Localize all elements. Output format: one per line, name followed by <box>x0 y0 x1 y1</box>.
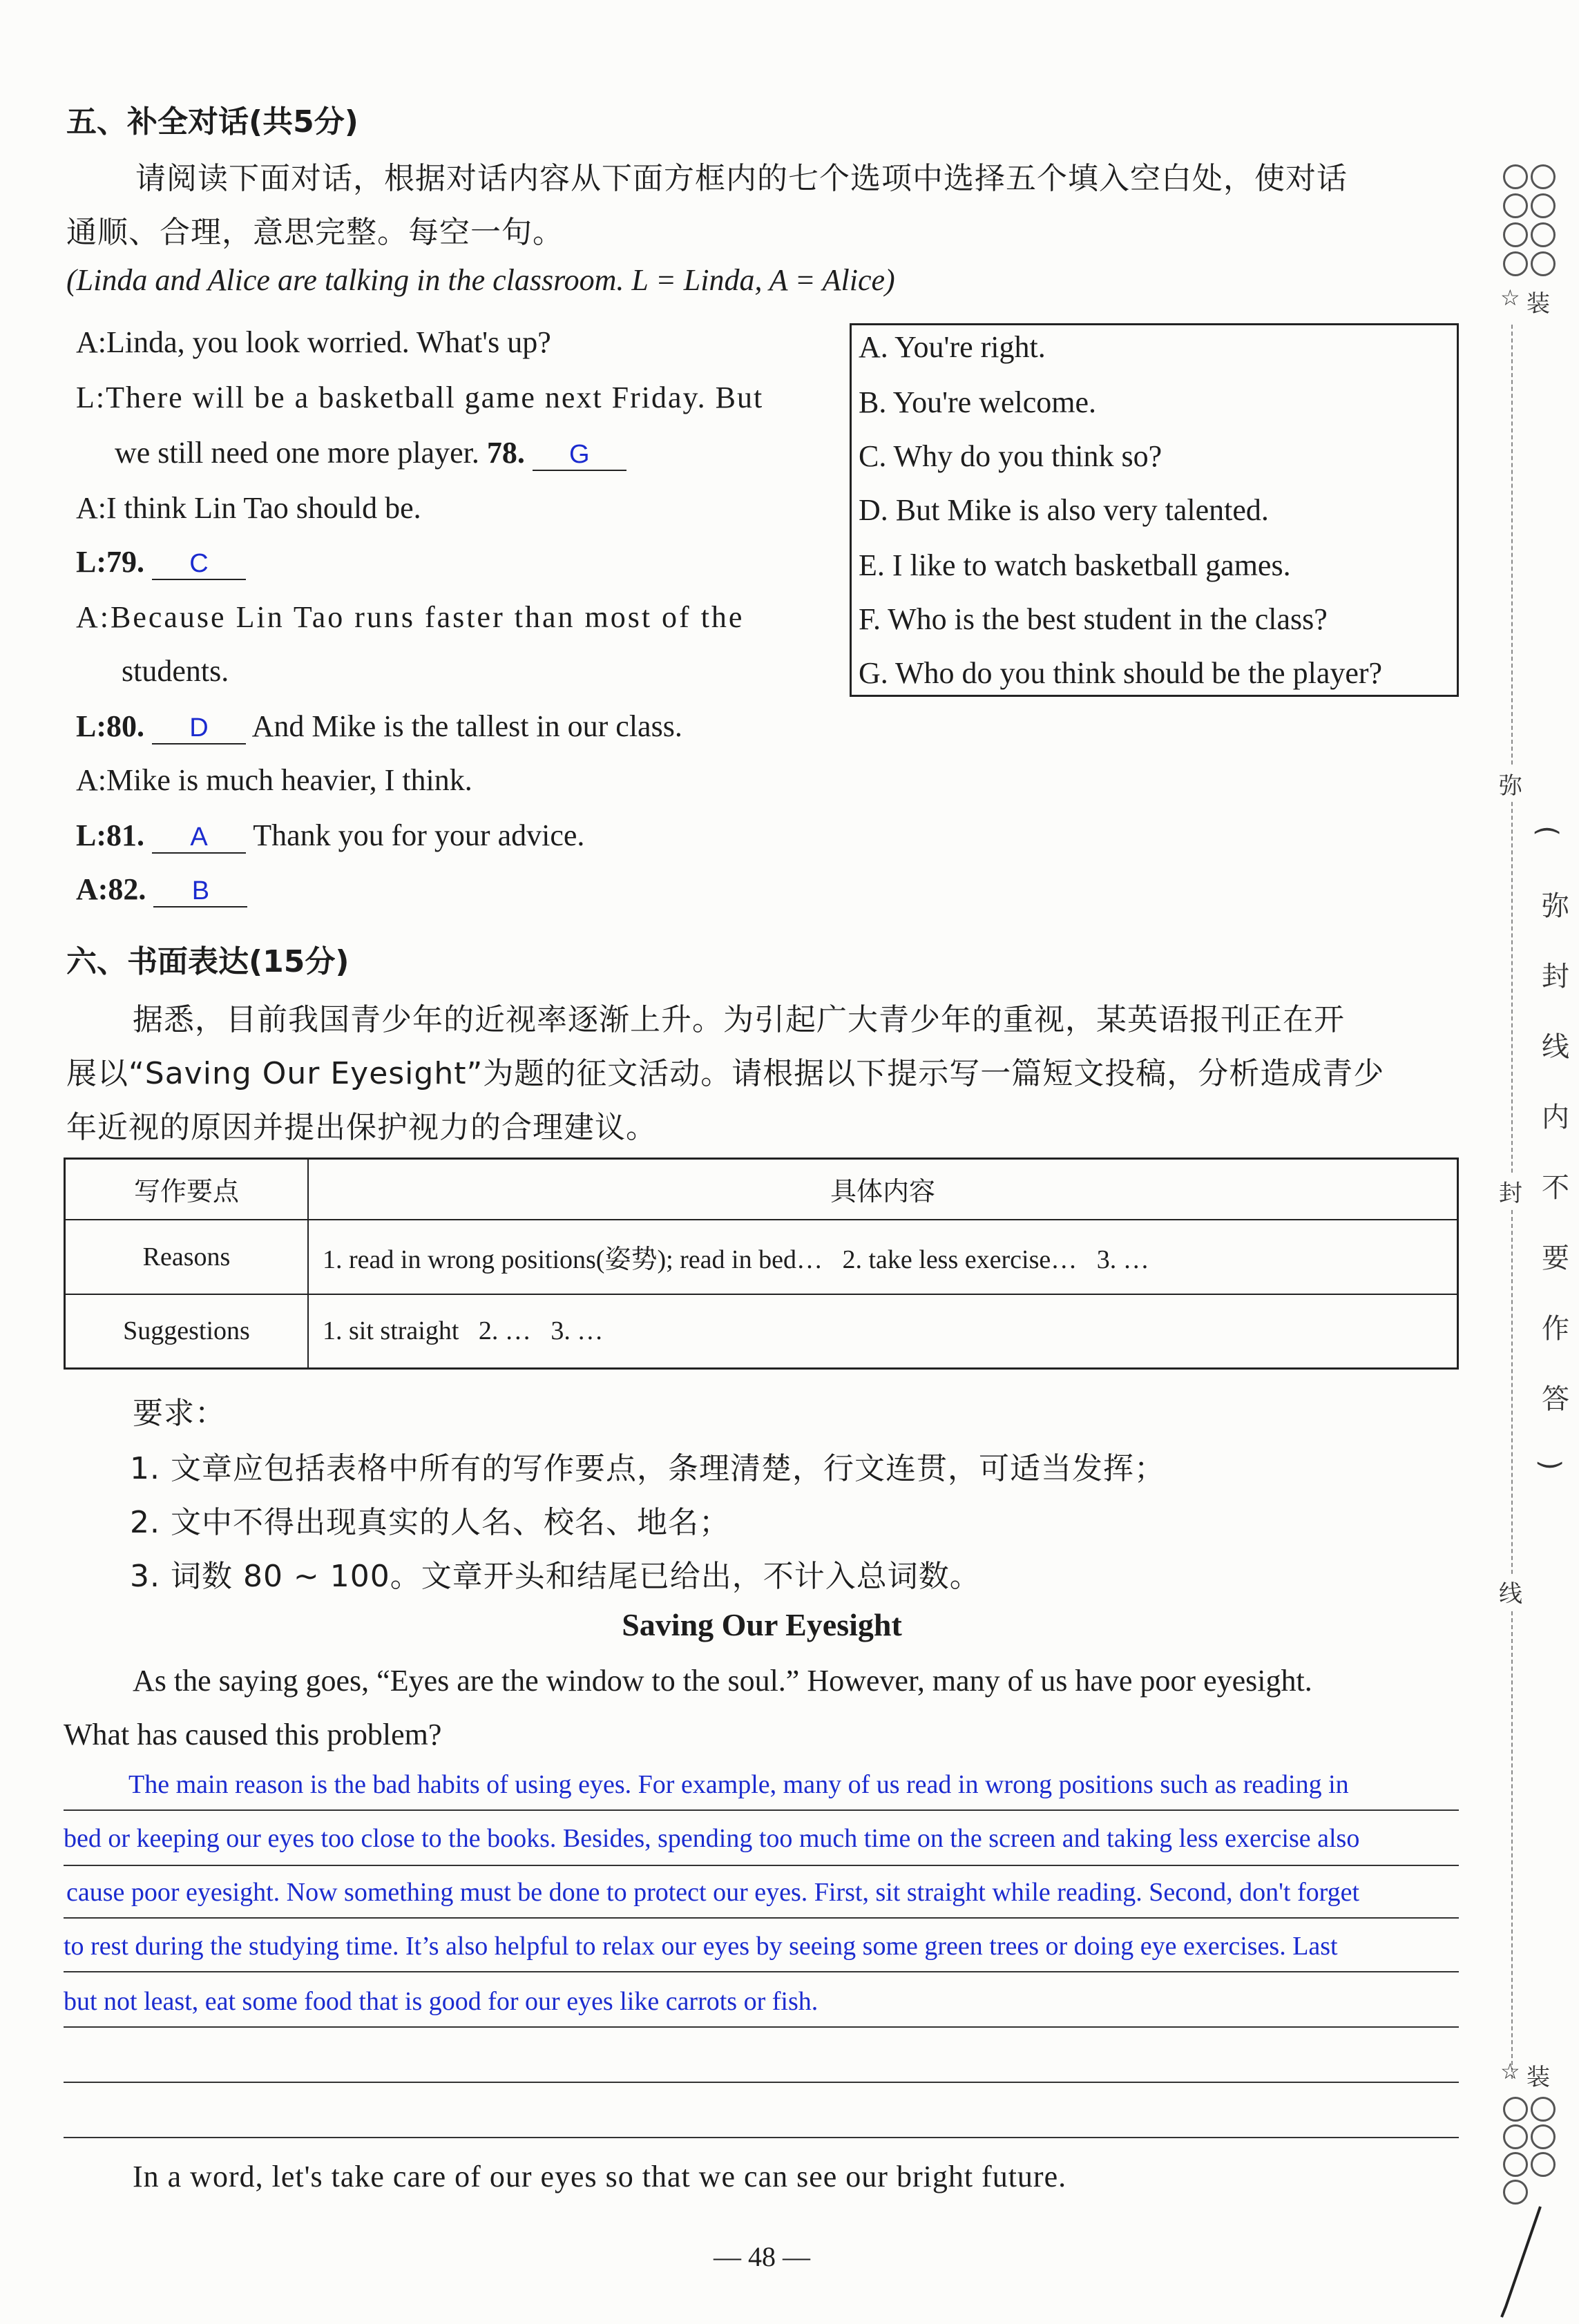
section5-instruction-1: 请阅读下面对话，根据对话内容从下面方框内的七个选项中选择五个填入空白处，使对话 <box>135 161 1348 196</box>
table-cell-reasons: 1. read in wrong positions(姿势); read in bed… 2. take less exercise… 3. … <box>308 1220 1458 1294</box>
binding-hole <box>1531 193 1556 218</box>
binding-hole <box>1503 251 1528 276</box>
vertical-note-char: ) <box>1533 1459 1566 1470</box>
answer-blank-79[interactable]: C <box>152 549 246 580</box>
binding-hole <box>1503 2124 1528 2149</box>
requirement-1: 1. 文章应包括表格中所有的写作要点，条理清楚，行文连贯，可适当发挥； <box>130 1451 1165 1486</box>
answer-blank-81[interactable]: A <box>152 823 246 854</box>
option-g: G. Who do you think should be the player? <box>859 656 1383 690</box>
margin-label-bottom: 装 <box>1527 2064 1550 2091</box>
margin-label-top: 装 <box>1527 290 1550 318</box>
dialogue-line: students. <box>122 654 229 688</box>
question-number-78: 78. <box>486 436 525 470</box>
margin-label: 弥 <box>1499 767 1522 800</box>
dialogue-text: we still need one more player. <box>115 436 479 470</box>
essay-written-line[interactable]: to rest during the studying time. It’s also helpful to relax our eyes by seeing some green trees or doing eye exercises. Last <box>64 1932 1338 1961</box>
writing-line <box>64 2082 1459 2083</box>
table-cell-suggestions: 1. sit straight 2. … 3. … <box>308 1294 1458 1369</box>
binding-hole <box>1531 222 1556 247</box>
vertical-note-char: ( <box>1531 825 1563 836</box>
answer-blank-80[interactable]: D <box>152 713 246 745</box>
dialogue-line <box>76 544 246 580</box>
table-cell-reasons-label: Reasons <box>65 1220 309 1294</box>
option-a: A. You're right. <box>859 330 1046 364</box>
vertical-note-char: 要 <box>1542 1242 1569 1274</box>
writing-line <box>64 1865 1459 1866</box>
option-b: B. You're welcome. <box>859 385 1097 419</box>
question-number-82: A:82. <box>76 872 146 906</box>
binding-hole <box>1503 2180 1528 2205</box>
dialogue-line: L:There will be a basketball game next Friday. But <box>76 381 764 414</box>
answer-blank-82[interactable]: B <box>153 876 247 907</box>
option-f: F. Who is the best student in the class? <box>859 602 1328 636</box>
essay-written-line[interactable]: but not least, eat some food that is good for our eyes like carrots or fish. <box>64 1987 819 2016</box>
vertical-note-char: 不 <box>1542 1172 1569 1204</box>
writing-points-table <box>64 1158 1459 1370</box>
writing-line <box>64 1971 1459 1972</box>
binding-hole <box>1503 193 1528 218</box>
dialogue-text: Thank you for your advice. <box>253 818 585 852</box>
options-box <box>850 323 1459 697</box>
writing-line <box>64 1917 1459 1919</box>
essay-opening-2: What has caused this problem? <box>64 1718 442 1751</box>
writing-line <box>64 1809 1459 1811</box>
star-icon: ☆ <box>1500 285 1520 311</box>
answer-blank-78[interactable]: G <box>533 440 626 471</box>
vertical-note-char: 弥 <box>1542 890 1569 922</box>
table-cell-suggestions-label: Suggestions <box>65 1294 309 1369</box>
dialogue-line <box>76 709 682 745</box>
binding-hole <box>1503 164 1528 189</box>
table-header-content: 具体内容 <box>308 1159 1458 1220</box>
dialogue-context: (Linda and Alice are talking in the classroom. L = Linda, A = Alice) <box>66 263 895 297</box>
binding-hole <box>1503 2152 1528 2177</box>
margin-label: 线 <box>1499 1575 1522 1608</box>
binding-hole <box>1531 2124 1556 2149</box>
option-e: E. I like to watch basketball games. <box>859 548 1291 582</box>
requirement-2: 2. 文中不得出现真实的人名、校名、地名； <box>130 1505 730 1540</box>
essay-closing: In a word, let's take care of our eyes so that we can see our bright future. <box>133 2160 1067 2193</box>
dialogue-line <box>76 818 584 854</box>
binding-hole <box>1531 2097 1556 2122</box>
essay-title: Saving Our Eyesight <box>622 1607 902 1642</box>
dialogue-line: A:Linda, you look worried. What's up? <box>76 325 551 359</box>
binding-hole <box>1503 222 1528 247</box>
writing-line <box>64 2137 1459 2138</box>
dialogue-line <box>76 872 247 907</box>
dialogue-line: A:Because Lin Tao runs faster than most of the <box>76 600 745 634</box>
star-icon: ☆ <box>1500 2058 1520 2084</box>
page-number: — 48 — <box>714 2241 810 2272</box>
pen-stroke-icon <box>1492 2203 1547 2321</box>
section6-intro-3: 年近视的原因并提出保护视力的合理建议。 <box>66 1110 657 1145</box>
essay-written-line[interactable]: bed or keeping our eyes too close to the books. Besides, spending too much time on the screen and taking less exercise also <box>64 1824 1360 1853</box>
dialogue-line: A:I think Lin Tao should be. <box>76 491 421 525</box>
section5-instruction-2: 通顺、合理，意思完整。每空一句。 <box>66 215 564 250</box>
vertical-note-char: 封 <box>1542 961 1569 992</box>
dialogue-line <box>115 435 626 471</box>
essay-written-line[interactable]: The main reason is the bad habits of using eyes. For example, many of us read in wrong positions such as reading in <box>128 1770 1349 1799</box>
question-number-80: L:80. <box>76 709 144 743</box>
requirement-3: 3. 词数 80 ~ 100。文章开头和结尾已给出，不计入总词数。 <box>130 1559 981 1594</box>
vertical-note-char: 答 <box>1542 1383 1569 1415</box>
binding-hole <box>1503 2097 1528 2122</box>
vertical-note-char: 内 <box>1542 1102 1569 1133</box>
option-c: C. Why do you think so? <box>859 439 1162 473</box>
binding-hole <box>1531 164 1556 189</box>
option-d: D. But Mike is also very talented. <box>859 493 1269 527</box>
margin-label: 封 <box>1499 1174 1522 1208</box>
essay-written-line[interactable]: cause poor eyesight. Now something must be done to protect our eyes. First, sit straight while reading. Second, don't forget <box>66 1878 1360 1907</box>
essay-opening-1: As the saying goes, “Eyes are the window to the soul.” However, many of us have poor eyesight. <box>133 1664 1312 1698</box>
dialogue-line: A:Mike is much heavier, I think. <box>76 763 472 797</box>
question-number-81: L:81. <box>76 818 144 852</box>
binding-hole <box>1531 2152 1556 2177</box>
vertical-note-char: 作 <box>1542 1313 1569 1345</box>
section5-title: 五、补全对话(共5分) <box>66 104 358 140</box>
requirements-title: 要求： <box>133 1396 226 1431</box>
section6-title: 六、书面表达(15分) <box>66 944 350 979</box>
question-number-79: L:79. <box>76 545 144 579</box>
section6-intro-1: 据悉，目前我国青少年的近视率逐渐上升。为引起广大青少年的重视，某英语报刊正在开 <box>133 1002 1345 1037</box>
section6-intro-2: 展以“Saving Our Eyesight”为题的征文活动。请根据以下提示写一篇短文投稿，分析造成青少 <box>66 1056 1385 1091</box>
writing-line <box>64 2026 1459 2028</box>
vertical-note-char: 线 <box>1542 1031 1569 1063</box>
table-header-points: 写作要点 <box>65 1159 309 1220</box>
binding-hole <box>1531 251 1556 276</box>
dialogue-text: And Mike is the tallest in our class. <box>251 709 682 743</box>
